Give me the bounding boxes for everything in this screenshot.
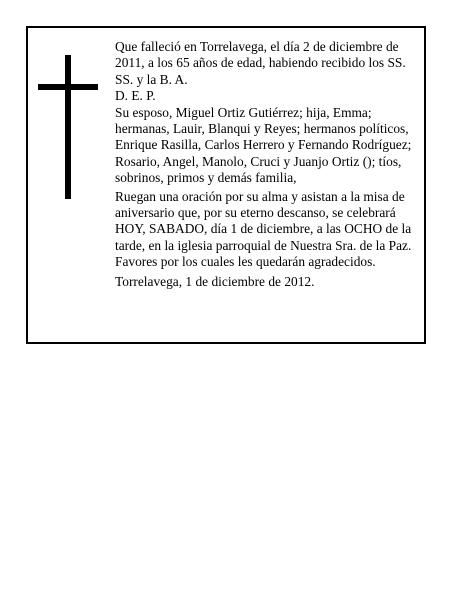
cross-vertical-bar [65, 55, 71, 199]
death-announcement: Que falleció en Torrelavega, el día 2 de diciembre de 2011, a los 65 años de edad, habiendo recibido los SS. SS. y la B. A. [115, 39, 406, 87]
latin-cross-icon [38, 55, 98, 199]
mass-invitation: Ruegan una oración por su alma y asistan a la misa de aniversario que, por su eterno descanso, se celebrará HOY, SABADO, día 1 de diciembre, a las OCHO de la tarde, en la iglesia parroquial de Nuestra Sra. de la Paz. Favores por los cuales les quedarán agradecidos. [115, 188, 412, 270]
family-list: Su esposo, Miguel Ortiz Gutiérrez; hija, Emma; hermanas, Lauir, Blanqui y Reyes; hermanos políticos, Enrique Rasilla, Carlos Herrero y Fernando Rodríguez; Rosario, Angel, Manolo, Cruci y Juanjo Ortiz (); tíos, sobrinos, primos y demás familia, [115, 104, 412, 186]
place-date-line: Torrelavega, 1 de diciembre de 2012. [115, 273, 315, 289]
rip-line: D. E. P. [115, 88, 156, 104]
obituary-notice [26, 26, 426, 344]
notice-text [115, 39, 423, 290]
cross-horizontal-bar [38, 84, 98, 90]
